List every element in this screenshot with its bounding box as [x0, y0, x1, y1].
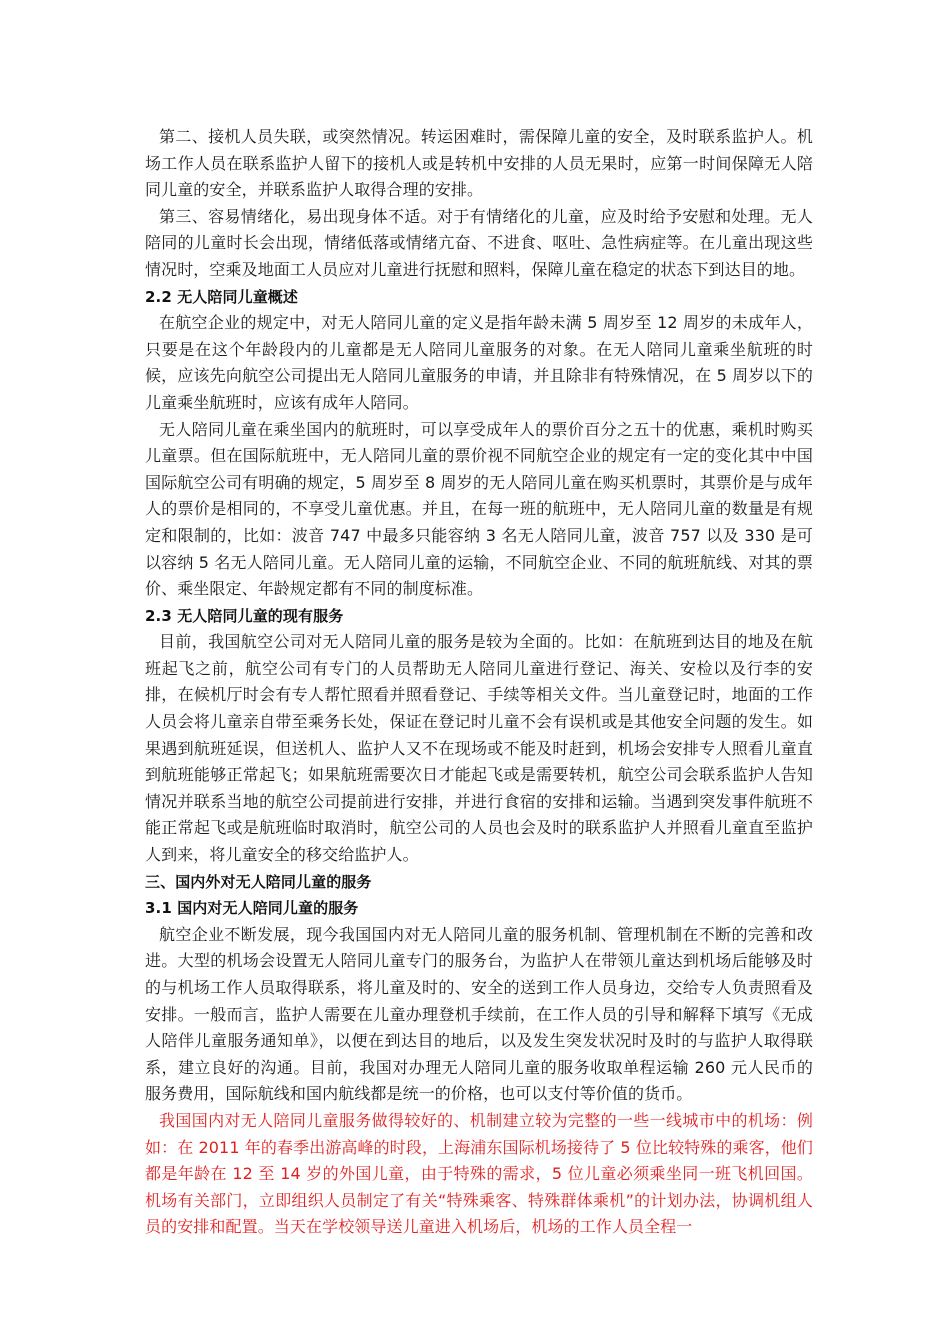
heading-2-2: 2.2 无人陪同儿童概述 [145, 287, 298, 306]
heading-3-1: 3.1 国内对无人陪同儿童的服务 [145, 899, 359, 918]
document-body [145, 124, 813, 1241]
paragraph-domestic-service: 航空企业不断发展，现今我国国内对无人陪同儿童的服务机制、管理机制在不断的完善和改进。大型的机场会设置无人陪同儿童专门的服务台，为监护人在带领儿童达到机场后能够及时的与机场工作人员取得联系，将儿童及时的、安全的送到工作人员身边，交给专人负责照看及安排。一般而言，监护人需要在儿童办理登机手续前，在工作人员的引导和解释下填写《无成人陪伴儿童服务通知单》，以便在到达目的地后，以及发生突发状况时及时的与监护人取得联系，建立良好的沟通。目前，我国对办理无人陪同儿童的服务收取单程运输 260 元人民币的服务费用，国际航线和国内航线都是统一的价格，也可以支付等价值的货币。 [145, 924, 813, 1104]
paragraph-definition: 在航空企业的规定中，对无人陪同儿童的定义是指年龄未满 5 周岁至 12 周岁的未成年人，只要是在这个年龄段内的儿童都是无人陪同儿童服务的对象。在无人陪同儿童乘坐航班的时候，应该先向航空公司提出无人陪同儿童服务的申请，并且除非有特殊情况，在 5 周岁以下的儿童乘坐航班时，应该有成年人陪同。 [145, 313, 813, 412]
paragraph-third-point: 第三、容易情绪化，易出现身体不适。对于有情绪化的儿童，应及时给予安慰和处理。无人陪同的儿童时长会出现，情绪低落或情绪亢奋、不进食、呕吐、急性病症等。在儿童出现这些情况时，空乘及地面工人员应对儿童进行抚慰和照料，保障儿童在稳定的状态下到达目的地。 [145, 206, 813, 279]
paragraph-current-service: 目前，我国航空公司对无人陪同儿童的服务是较为全面的。比如：在航班到达目的地及在航班起飞之前，航空公司有专门的人员帮助无人陪同儿童进行登记、海关、安检以及行李的安排，在候机厅时会有专人帮忙照看并照看登记、手续等相关文件。当儿童登记时，地面的工作人员会将儿童亲自带至乘务长处，保证在登记时儿童不会有误机或是其他安全问题的发生。如果遇到航班延误，但送机人、监护人又不在现场或不能及时赶到，机场会安排专人照看儿童直到航班能够正常起飞；如果航班需要次日才能起飞或是需要转机，航空公司会联系监护人告知情况并联系当地的航空公司提前进行安排，并进行食宿的安排和运输。当遇到突发事件航班不能正常起飞或是航班临时取消时，航空公司的人员也会及时的联系监护人并照看儿童直至监护人到来，将儿童安全的移交给监护人。 [145, 632, 813, 865]
paragraph-ticket-price: 无人陪同儿童在乘坐国内的航班时，可以享受成年人的票价百分之五十的优惠，乘机时购买儿童票。但在国际航班中，无人陪同儿童的票价视不同航空企业的规定有一定的变化其中中国国际航空公司有明确的规定，5 周岁至 8 周岁的无人陪同儿童在购买机票时，其票价是与成年人的票价是相同的，不享受儿童优惠。并且，在每一班的航班中，无人陪同儿童的数量是有规定和限制的，比如：波音 747 中最多只能容纳 3 名无人陪同儿童，波音 757 以及 330 是可以容纳 5 名无人陪同儿童。无人陪同儿童的运输，不同航空企业、不同的航班航线、对其的票价、乘坐限定、年龄规定都有不同的制度标准。 [145, 419, 813, 599]
paragraph-second-point: 第二、接机人员失联，或突然情况。转运困难时，需保障儿童的安全，及时联系监护人。机场工作人员在联系监护人留下的接机人或是转机中安排的人员无果时，应第一时间保障无人陪同儿童的安全，并联系监护人取得合理的安排。 [145, 127, 813, 200]
heading-2-3: 2.3 无人陪同儿童的现有服务 [145, 606, 344, 625]
paragraph-shanghai-example: 我国国内对无人陪同儿童服务做得较好的、机制建立较为完整的一些一线城市中的机场：例如：在 2011 年的春季出游高峰的时段，上海浦东国际机场接待了 5 位比较特殊的乘客，他们都是年龄在 12 至 14 岁的外国儿童，由于特殊的需求，5 位儿童必须乘坐同一班飞机回国。机场有关部门，立即组织人员制定了有关“特殊乘客、特殊群体乘机”的计划办法，协调机组人员的安排和配置。当天在学校领导送儿童进入机场后，机场的工作人员全程一 [145, 1110, 813, 1237]
heading-section-3: 三、国内外对无人陪同儿童的服务 [145, 872, 372, 891]
